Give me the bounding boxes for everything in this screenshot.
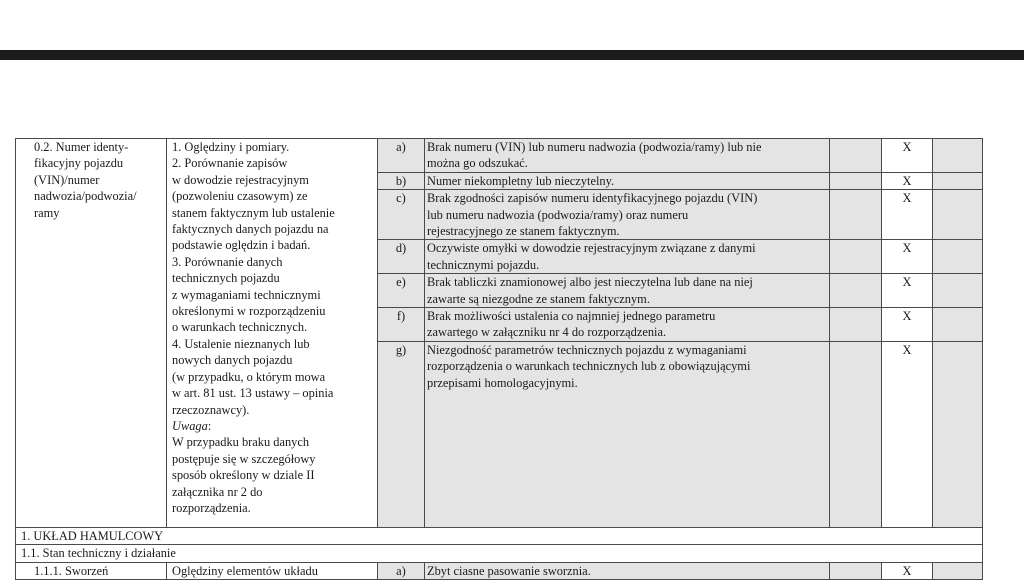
- item-label-cell: 1.1.1. Sworzeń: [16, 562, 167, 579]
- defect-line: Brak tabliczki znamionowej albo jest nieczytelna lub dane na niej: [427, 275, 753, 290]
- item-label-line: 0.2. Numer identy-: [34, 140, 129, 154]
- defect-line: lub numeru nadwozia (podwozia/ramy) oraz numeru: [427, 207, 689, 222]
- defect-mark: X: [882, 562, 933, 579]
- item-label-line: ramy: [34, 205, 60, 220]
- method-line: 2. Porównanie zapisów: [172, 156, 288, 171]
- note-line: W przypadku braku danych: [172, 435, 310, 450]
- empty-cell: [830, 274, 882, 308]
- defect-line: przepisami homologacyjnymi.: [427, 375, 578, 390]
- defect-line: można go odszukać.: [427, 156, 528, 171]
- method-line: faktycznych danych pojazdu na: [172, 222, 329, 237]
- defect-description: [425, 308, 830, 342]
- note-heading: [172, 418, 374, 434]
- method-cell: Oględziny elementów układu: [167, 562, 378, 579]
- method-line: określonymi w rozporządzeniu: [172, 304, 326, 319]
- method-line: rzeczoznawcy).: [172, 402, 250, 417]
- defect-letter: a): [378, 562, 425, 579]
- defect-letter: g): [378, 341, 425, 527]
- table-row: [16, 545, 983, 562]
- defect-mark: X: [882, 341, 933, 527]
- defect-letter: b): [378, 172, 425, 189]
- method-line: 3. Porównanie danych: [172, 254, 283, 269]
- defect-letter: e): [378, 274, 425, 308]
- defect-letter: d): [378, 240, 425, 274]
- method-line: (w przypadku, o którym mowa: [172, 369, 326, 384]
- defect-letter: f): [378, 308, 425, 342]
- defect-mark: X: [882, 139, 933, 173]
- defect-line: Brak zgodności zapisów numeru identyfikacyjnego pojazdu (VIN): [427, 191, 758, 206]
- method-line: z wymaganiami technicznymi: [172, 287, 321, 302]
- empty-cell: [830, 139, 882, 173]
- defect-description: Zbyt ciasne pasowanie sworznia.: [425, 562, 830, 579]
- defect-mark: X: [882, 240, 933, 274]
- defect-line: Oczywiste omyłki w dowodzie rejestracyjnym związane z danymi: [427, 241, 756, 256]
- defect-description: [425, 240, 830, 274]
- defect-line: rejestracyjnego ze stanem faktycznym.: [427, 224, 620, 239]
- defect-letter: a): [378, 139, 425, 173]
- empty-cell: [933, 190, 983, 240]
- method-line: podstawie oględzin i badań.: [172, 238, 311, 253]
- note-line: postępuje się w szczegółowy: [172, 451, 316, 466]
- defect-mark: X: [882, 274, 933, 308]
- defect-description: [425, 341, 830, 527]
- empty-cell: [830, 308, 882, 342]
- empty-cell: [830, 190, 882, 240]
- item-label-line: fikacyjny pojazdu: [34, 156, 124, 171]
- defect-line: technicznymi pojazdu.: [427, 257, 540, 272]
- defect-description: [425, 139, 830, 173]
- defect-description: [425, 172, 830, 189]
- defect-mark: X: [882, 190, 933, 240]
- defect-letter: c): [378, 190, 425, 240]
- method-line: 1. Oględziny i pomiary.: [172, 140, 290, 154]
- defect-line: zawartego w załączniku nr 4 do rozporządzenia.: [427, 325, 667, 340]
- defect-description: [425, 274, 830, 308]
- defect-line: Numer niekompletny lub nieczytelny.: [427, 173, 615, 188]
- empty-cell: [830, 562, 882, 579]
- item-label-line: (VIN)/numer: [34, 172, 100, 187]
- method-line: nowych danych pojazdu: [172, 353, 293, 368]
- note-colon: :: [207, 418, 212, 433]
- defect-mark: X: [882, 308, 933, 342]
- section-heading: 1. UKŁAD HAMULCOWY: [16, 527, 983, 544]
- method-line: w art. 81 ust. 13 ustawy – opinia: [172, 386, 334, 401]
- empty-cell: [933, 240, 983, 274]
- method-line: o warunkach technicznych.: [172, 320, 308, 335]
- method-line: 4. Ustalenie nieznanych lub: [172, 336, 310, 351]
- note-line: sposób określony w dziale II: [172, 468, 315, 483]
- method-line: w dowodzie rejestracyjnym: [172, 172, 309, 187]
- table-row: [16, 527, 983, 544]
- method-line: (pozwoleniu czasowym) ze: [172, 189, 308, 204]
- item-label-line: nadwozia/podwozia/: [34, 189, 137, 204]
- empty-cell: [830, 172, 882, 189]
- defect-line: Brak możliwości ustalenia co najmniej jednego parametru: [427, 309, 716, 324]
- empty-cell: [830, 240, 882, 274]
- defect-description: [425, 190, 830, 240]
- defect-mark: X: [882, 172, 933, 189]
- empty-cell: [933, 308, 983, 342]
- empty-cell: [933, 341, 983, 527]
- table-row: [16, 562, 983, 579]
- subsection-heading: 1.1. Stan techniczny i działanie: [16, 545, 983, 562]
- method-line: stanem faktycznym lub ustalenie: [172, 205, 335, 220]
- table-row: [16, 139, 983, 173]
- inspection-table: [15, 138, 983, 580]
- empty-cell: [830, 341, 882, 527]
- defect-line: Brak numeru (VIN) lub numeru nadwozia (podwozia/ramy) lub nie: [427, 140, 762, 154]
- defect-line: Niezgodność parametrów technicznych pojazdu z wymaganiami: [427, 342, 747, 357]
- note-line: rozporządzenia.: [172, 500, 251, 515]
- defect-line: rozporządzenia o warunkach technicznych lub z obowiązującymi: [427, 359, 751, 374]
- item-label-cell: [16, 139, 167, 528]
- top-black-bar: [0, 50, 1024, 60]
- method-cell: [167, 139, 378, 528]
- defect-line: zawarte są niezgodne ze stanem faktycznym.: [427, 291, 650, 306]
- empty-cell: [933, 172, 983, 189]
- note-label: Uwaga: [172, 418, 208, 433]
- method-line: technicznych pojazdu: [172, 271, 280, 286]
- note-line: załącznika nr 2 do: [172, 484, 263, 499]
- empty-cell: [933, 139, 983, 173]
- empty-cell: [933, 562, 983, 579]
- empty-cell: [933, 274, 983, 308]
